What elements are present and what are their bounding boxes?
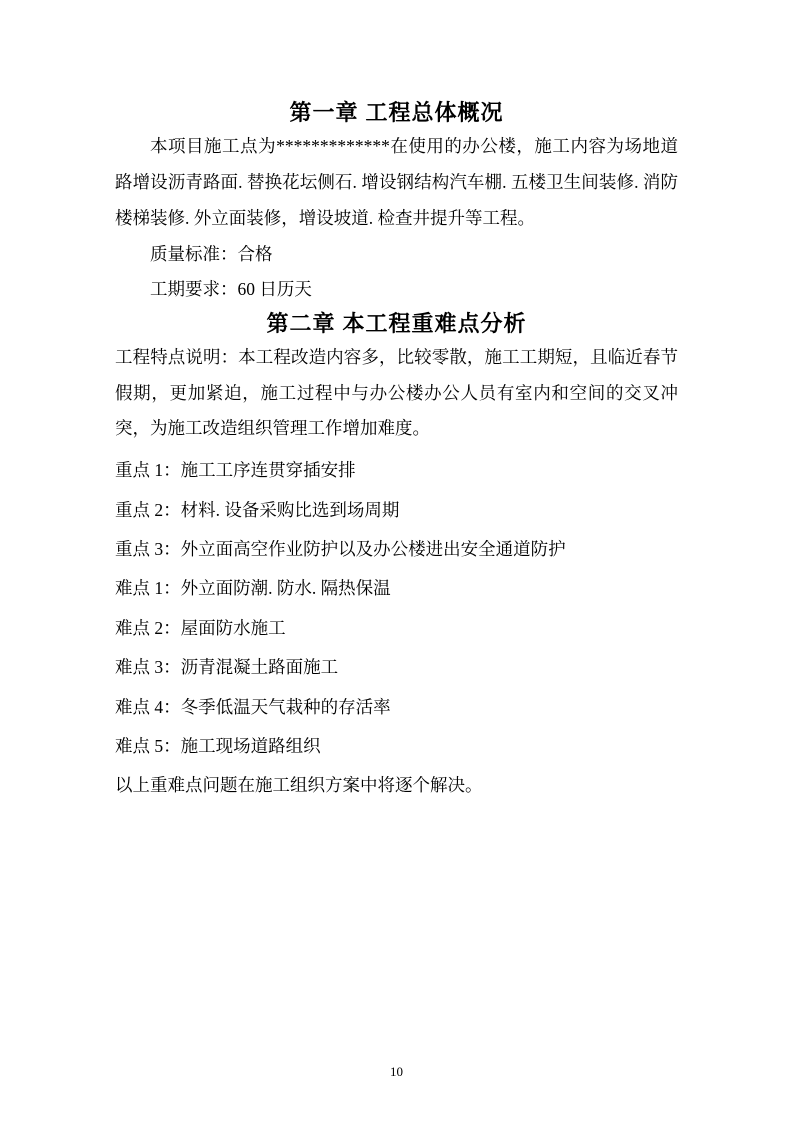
list-item: 重点 3：外立面高空作业防护以及办公楼进出安全通道防护 [115, 539, 566, 559]
list-item: 难点 2：屋面防水施工 [115, 617, 286, 638]
list-item: 难点 5：施工现场道路组织 [115, 735, 321, 756]
list-item: 重点 1：施工工序连贯穿插安排 [115, 460, 356, 481]
list-item: 重点 2：材料. 设备采购比选到场周期 [115, 499, 400, 520]
page-number: 10 [390, 1064, 403, 1079]
duration-requirement-line: 工期要求：60 日历天 [150, 278, 312, 299]
list-item: 难点 1：外立面防潮. 防水. 隔热保温 [115, 578, 391, 599]
list-item: 难点 3：沥青混凝土路面施工 [115, 657, 339, 678]
conclusion-line: 以上重难点问题在施工组织方案中将逐个解决。 [115, 775, 483, 796]
project-features-paragraph: 工程特点说明：本工程改造内容多，比较零散，施工工期短，且临近春节假期，更加紧迫，施工过程中与办公楼办公人员有室内和空间的交叉冲突，为施工改造组织管理工作增加难度。 [115, 346, 678, 439]
quality-standard-line: 质量标准：合格 [150, 243, 273, 264]
list-item: 难点 4：冬季低温天气栽种的存活率 [115, 696, 391, 717]
chapter-one-intro-paragraph: 本项目施工点为*************在使用的办公楼，施工内容为场地道路增设沥青路面. 替换花坛侧石. 增设钢结构汽车棚. 五楼卫生间装修. 消防楼梯装修. 外立面装修，增设坡道. 检查井提升等工程。 [115, 136, 678, 228]
chapter-two-heading: 第二章 本工程重难点分析 [266, 310, 527, 336]
chapter-one-heading: 第一章 工程总体概况 [289, 100, 504, 125]
